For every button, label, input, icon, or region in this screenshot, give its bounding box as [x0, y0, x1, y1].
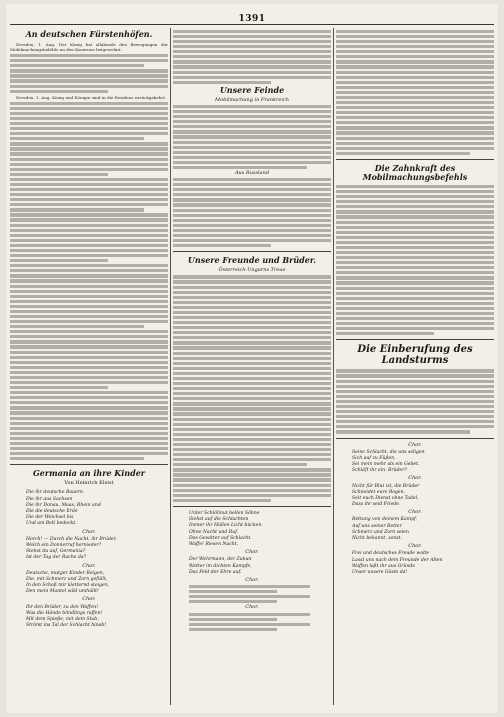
chorus-label: Chor.: [408, 475, 422, 482]
chorus-label: Chor.: [408, 441, 422, 448]
poem-line: In den Schoß mir kletternd steigen,: [26, 583, 110, 589]
poem-line: Was die Hände blindlings raffen!: [26, 610, 103, 616]
poem-line: Lasst uns nach dem Freunde der Alten: [352, 557, 443, 563]
poem-line: Den mein Mantel wild umhüllt!: [26, 589, 99, 595]
poem-line: Die, mit Schmerz und Zorn gefüllt,: [26, 576, 108, 582]
section-rule: [173, 506, 331, 507]
poem-line: Waffen laßt ihr aus Gründe: [352, 563, 416, 569]
article-paragraph: Dresden, 1. Aug. Der König hat allabends den Bewegungen der Mobilmachungsbefehle an den Kasernen beigewohnt.: [10, 42, 168, 53]
chorus-label: Chor.: [82, 562, 96, 569]
poem-line: Siehst auf die Schlachten: [189, 517, 249, 523]
poem-line: Ist der Tag der Rache da?: [26, 555, 87, 561]
poem-line: Und am Belt bedeckt.: [26, 521, 77, 527]
poem-line: Nicht für Blut ist, die Brüder: [352, 483, 420, 489]
poem-line: Die ihr deutsche Bauern.: [26, 490, 85, 496]
poem-stanza: [336, 450, 494, 475]
poem-line: Immer ihr Hüllen Licht bücken.: [189, 523, 263, 529]
chorus-label: Chor.: [82, 596, 96, 603]
page-header: [10, 14, 494, 25]
article-heading: Unsere Freunde und Brüder.: [187, 255, 317, 266]
poem-line: Auf uns seiner Retter: [352, 523, 402, 529]
poem-heading: Germania an ihre Kinder: [32, 468, 146, 479]
poem-line: Rettung von deinem Kampf,: [352, 517, 418, 523]
poem-line: Schneidet eure Bogen,: [352, 489, 406, 495]
poem-stanza: [10, 537, 168, 562]
poem-stanza: [10, 571, 168, 596]
poem-line: Der Wehrmann, der Zukun: [189, 557, 252, 563]
poem-line: Sei mein mehr als ein Gebet.: [352, 462, 420, 468]
article-subheading: Aus Russland: [234, 169, 270, 176]
poem-line: Horch! — Durch die Nacht, ihr Brüder,: [26, 536, 117, 542]
page-number: 1391: [238, 14, 266, 24]
poem-line: Das Feld der Ehre auf.: [189, 569, 242, 575]
poem-line: Sich auf zu Füßen,: [352, 455, 396, 461]
poem-line: Die ihr Donau, Maas, Rhein und: [26, 502, 101, 508]
chorus-label: Chor.: [245, 604, 259, 611]
chorus-label: Chor.: [82, 528, 96, 535]
section-rule: [336, 438, 494, 439]
poem-line: Nicht bekannt, sonst.: [352, 536, 402, 542]
poem-stanza: [10, 605, 168, 630]
column-divider: [170, 28, 171, 705]
poem-line: Ihr den Brüder, zu den Waffen!: [26, 604, 99, 610]
chorus-label: Chor.: [408, 509, 422, 516]
poem-stanza: [173, 557, 331, 576]
poem-line: Schmerz und Zorn seien: [352, 529, 409, 535]
poem-stanza: [173, 613, 331, 631]
poem-line: Dass ihr seid Friede.: [352, 502, 401, 508]
poem-line: Die ihr aus Sachsen: [26, 496, 73, 502]
column-divider: [333, 28, 334, 705]
poem-line: Stehst du auf, Germania?: [26, 549, 86, 555]
poem-line: Wetter im dichten Kampfe,: [189, 563, 252, 569]
article-heading: An deutschen Fürstenhöfen.: [25, 29, 153, 39]
poem-stanza: [10, 490, 168, 527]
article-subheading: Österreich-Ungarns Treue: [218, 267, 286, 274]
poem-line: Deutsche, mutger Kinder Reigen,: [26, 570, 105, 576]
article-heading: Die Zahnkraft des Mobilmachungsbefehls: [362, 162, 468, 182]
poem-stanza: [173, 585, 331, 603]
column-1: [10, 28, 168, 705]
poem-line: Ohne Nacht und Ruf.: [189, 529, 239, 535]
section-rule: [336, 339, 494, 340]
column-2: [173, 28, 331, 705]
section-rule: [173, 251, 331, 252]
poem-line: Unter Schlöhnut bellen Söhne: [189, 510, 260, 516]
article-paragraph: Dresden, 1. Aug. König und Königin sind in die Residenz zurückgekehrt.: [16, 94, 167, 100]
article-heading: Unsere Feinde: [219, 84, 285, 95]
poem-stanza: [173, 511, 331, 548]
chorus-label: Chor.: [245, 549, 259, 556]
section-rule: [10, 464, 168, 465]
poem-stanza: [336, 517, 494, 542]
poem-line: Frei und deutsches Freude walte: [352, 551, 430, 557]
article-heading: Die Einberufung des Landsturms: [357, 344, 473, 367]
poem-line: Die der Weichsel bis: [26, 515, 74, 521]
column-3: [336, 28, 494, 705]
poem-line: Das Gewitter auf Schlacht.: [189, 535, 252, 541]
poem-line: Mit dem Spieße, mit dem Stab,: [26, 616, 99, 622]
poem-line: Strömt ins Tal der Schlacht hinab!: [26, 623, 107, 629]
chorus-label: Chor.: [245, 576, 259, 583]
section-rule: [336, 159, 494, 160]
poem-line: Welch ein Donnerruf hernieder?: [26, 542, 102, 548]
poem-line: Seine Schlacht, die uns seligen: [352, 449, 425, 455]
poem-author: Von Heinrich Kleist: [64, 480, 114, 487]
poem-stanza: [336, 484, 494, 509]
poem-line: Waffe! Riesen Nacht.: [189, 542, 239, 547]
poem-line: Unser unsere Gäste da!: [352, 569, 408, 575]
poem-line: Schläft ihr ein, Brüder?: [352, 468, 407, 474]
poem-line: Seit euch Dienst ohne Tadel,: [352, 495, 419, 501]
poem-stanza: [336, 551, 494, 576]
poem-line: Die die deutsche Erde: [26, 509, 78, 515]
chorus-label: Chor.: [408, 543, 422, 550]
article-subheading: Mobilmachung in Frankreich: [215, 96, 289, 103]
newspaper-page: [6, 4, 498, 713]
